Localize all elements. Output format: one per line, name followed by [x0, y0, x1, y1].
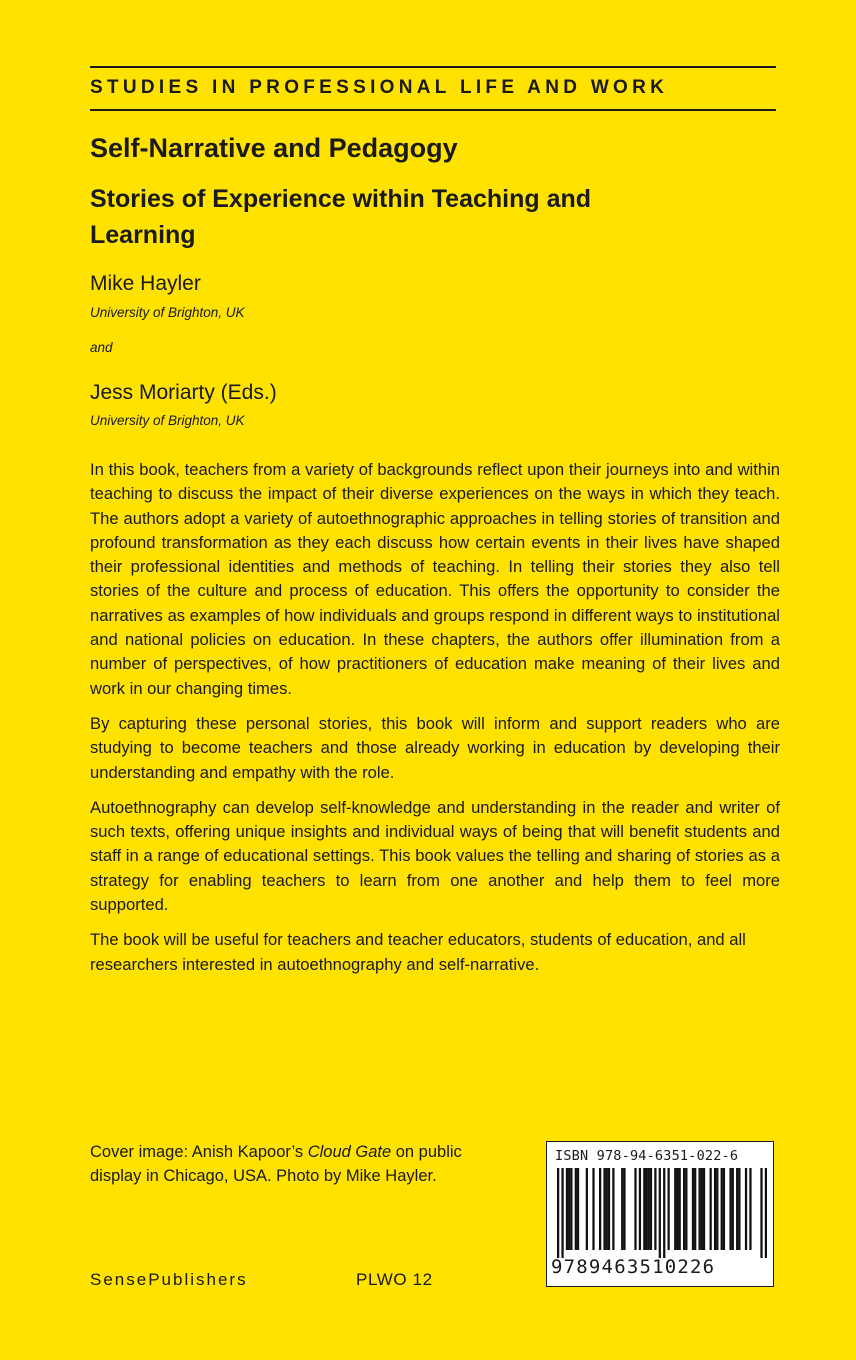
- barcode-bar: [749, 1168, 751, 1250]
- isbn-label: ISBN 978-94-6351-022-6: [555, 1148, 739, 1164]
- barcode-bar: [760, 1168, 762, 1258]
- barcode-bar: [639, 1168, 641, 1250]
- barcode-bar: [648, 1168, 650, 1250]
- barcode-bar: [623, 1168, 625, 1250]
- barcode-bar: [634, 1168, 636, 1250]
- barcode-bar: [698, 1168, 700, 1250]
- barcode-bar: [692, 1168, 694, 1250]
- barcode-bar: [710, 1168, 712, 1250]
- barcode-bar: [701, 1168, 703, 1250]
- barcode-bar: [683, 1168, 685, 1250]
- cover-credit-prefix: Cover image: Anish Kapoor’s: [90, 1143, 308, 1161]
- barcode-bar: [703, 1168, 705, 1250]
- cover-credit: [90, 1140, 510, 1188]
- barcode-bar: [575, 1168, 577, 1250]
- barcode-bar: [577, 1168, 579, 1250]
- barcode-bar: [643, 1168, 645, 1250]
- barcode-bar: [663, 1168, 665, 1258]
- description-paragraph: Autoethnography can develop self-knowledge and understanding in the reader and writer of such texts, offering unique insights and individual ways of being that will benefit students and staff in a range of educational settings. This book values the telling and sharing of stories as a strategy for enabling teachers to learn from one another and help them to feel more supported.: [90, 797, 780, 915]
- barcode-bar: [765, 1168, 767, 1258]
- isbn-barcode: [546, 1141, 774, 1287]
- barcode-bar: [674, 1168, 676, 1250]
- barcode-bar: [694, 1168, 696, 1250]
- series-number: PLWO 12: [356, 1270, 433, 1289]
- barcode-bar: [645, 1168, 647, 1250]
- description: [90, 458, 780, 988]
- editor-affiliation: University of Brighton, UK: [90, 305, 245, 320]
- book-title: Self-Narrative and Pedagogy: [90, 133, 458, 163]
- description-paragraph: In this book, teachers from a variety of backgrounds reflect upon their journeys into and within teaching to discuss the impact of their diverse experiences on the ways in which they teach. The authors adopt a variety of autoethnographic approaches in telling stories of transition and profound transformation as they each discuss how certain events in their lives have shaped their professional identities and methods of teaching. In telling their stories they also tell stories of the culture and process of education. This offers the opportunity to consider the narratives as examples of how individuals and groups respond in different ways to institutional and national policies on education. In these chapters, the authors offer illumination from a number of perspectives, of how practitioners of education make meaning of their lives and work in our changing times.: [90, 460, 780, 698]
- barcode-bar: [668, 1168, 670, 1250]
- top-rule: [90, 66, 776, 68]
- cover-credit-suffix: on public display in Chicago, USA. Photo by Mike Hayler.: [90, 1143, 462, 1185]
- barcode-bar: [659, 1168, 661, 1258]
- barcode-bar: [603, 1168, 605, 1250]
- barcode-bar: [566, 1168, 568, 1250]
- barcode-bar: [714, 1168, 716, 1250]
- barcode-bar: [721, 1168, 723, 1250]
- barcode-bar: [608, 1168, 610, 1250]
- barcode-bar: [592, 1168, 594, 1250]
- conjunction: and: [90, 340, 113, 355]
- editor-affiliation: University of Brighton, UK: [90, 413, 245, 428]
- barcode-bar: [732, 1168, 734, 1250]
- barcode-bar: [716, 1168, 718, 1250]
- series-rule: [90, 109, 776, 111]
- barcode-bar: [729, 1168, 731, 1250]
- barcode-bar: [736, 1168, 738, 1250]
- description-paragraph: The book will be useful for teachers and teacher educators, students of education, and all researchers interested in autoethnography and self-narrative.: [90, 930, 746, 974]
- barcode-bar: [570, 1168, 572, 1250]
- barcode-bar: [654, 1168, 656, 1250]
- barcode-bar: [621, 1168, 623, 1250]
- barcode-bar: [745, 1168, 747, 1250]
- description-paragraph: By capturing these personal stories, this book will inform and support readers who are studying to become teachers and those already working in education by developing their understanding and empathy with the role.: [90, 713, 780, 782]
- book-subtitle: Stories of Experience within Teaching and Learning: [90, 185, 592, 249]
- barcode-bar: [557, 1168, 559, 1258]
- barcode-bar: [685, 1168, 687, 1250]
- barcode-bar: [650, 1168, 652, 1250]
- barcode-bars: [557, 1168, 767, 1258]
- barcode-bar: [738, 1168, 740, 1250]
- barcode-bar: [599, 1168, 601, 1250]
- barcode-bar: [612, 1168, 614, 1250]
- barcode-bar: [561, 1168, 563, 1258]
- editor-name: Mike Hayler: [90, 272, 201, 295]
- barcode-bar: [679, 1168, 681, 1250]
- series-heading: STUDIES IN PROFESSIONAL LIFE AND WORK: [90, 77, 669, 98]
- barcode-bar: [676, 1168, 678, 1250]
- publisher-name: SensePublishers: [90, 1270, 248, 1289]
- barcode-bar: [586, 1168, 588, 1250]
- editor-name: Jess Moriarty (Eds.): [90, 381, 277, 404]
- barcode-bar: [568, 1168, 570, 1250]
- barcode-bar: [723, 1168, 725, 1250]
- barcode-bar: [606, 1168, 608, 1250]
- artwork-title: Cloud Gate: [307, 1143, 392, 1161]
- ean-digits: 9789463510226: [551, 1256, 716, 1278]
